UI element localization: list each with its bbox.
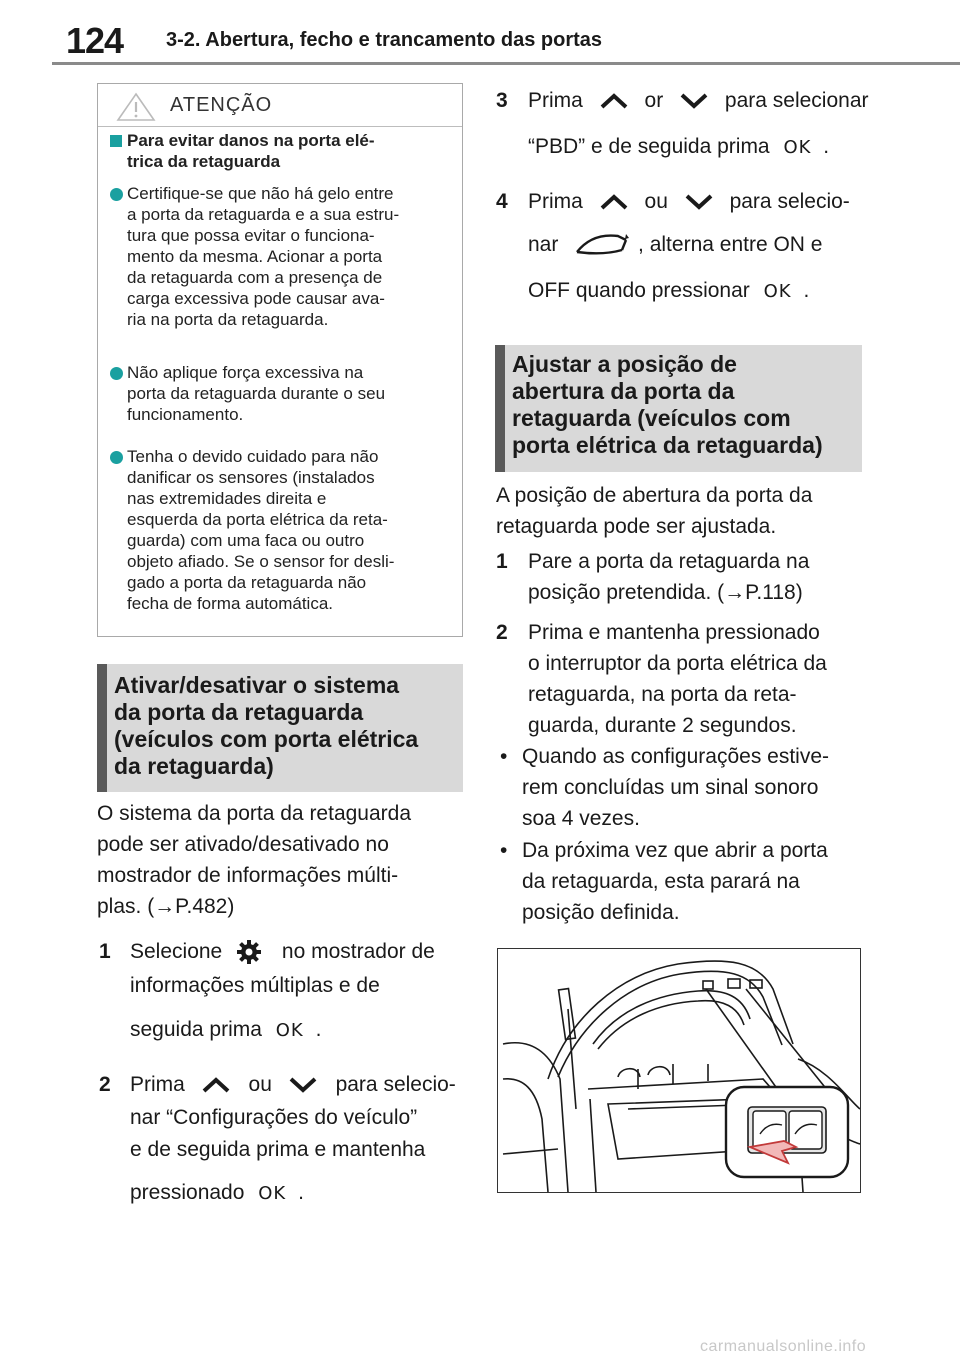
bullet-mark: • — [500, 745, 508, 768]
step-number: 2 — [496, 621, 508, 644]
step-number: 3 — [496, 89, 508, 112]
bullet-dot — [110, 188, 123, 201]
bullet-dot — [110, 451, 123, 464]
step-4-line-1: Prima ou para selecio- — [528, 190, 850, 213]
step-4-line-2: nar , alterna entre ON e — [528, 229, 822, 260]
tailgate-illustration — [497, 948, 861, 1193]
caution-box — [97, 83, 463, 637]
step-2-line-1: Prima ou para selecio- — [130, 1073, 456, 1096]
note-bullet: Da próxima vez que abrir a porta da retaguarda, esta parará na posição definida. — [522, 839, 828, 924]
chevron-down-icon — [677, 91, 711, 111]
chevron-up-icon — [597, 91, 631, 111]
step-4-line-3: OFF quando pressionar OK . — [528, 279, 810, 302]
chevron-up-icon — [199, 1075, 233, 1095]
caution-item: Tenha o devido cuidado para não danificar os sensores (instalados nas extremidades direita e esquerda da porta elétrica da reta- guarda) com uma faca ou outro objeto afiado. Se o sensor for desli- gado a porta da retaguarda não fecha de forma automática. — [127, 447, 395, 613]
step-2-line-4: pressionado OK . — [130, 1181, 304, 1204]
caution-item: Não aplique força excessiva na porta da retaguarda durante o seu funcionamento. — [127, 363, 386, 424]
step-3-line-2: “PBD” e de seguida prima OK . — [528, 135, 830, 158]
gear-icon — [236, 939, 262, 965]
watermark: carmanualsonline.info — [700, 1338, 867, 1355]
bullet-mark: • — [500, 839, 508, 862]
note-bullet: Quando as configurações estive- rem concluídas um sinal sonoro soa 4 vezes. — [522, 745, 830, 830]
activate-intro: O sistema da porta da retaguarda pode ser ativado/desativado no mostrador de informações múlti- plas. (→P.482) — [97, 802, 412, 918]
chevron-down-icon — [682, 192, 716, 212]
caution-header — [98, 84, 462, 127]
chevron-up-icon — [597, 192, 631, 212]
step-1-line-3: seguida prima OK . — [130, 1018, 322, 1041]
step-number: 2 — [99, 1073, 111, 1096]
section-heading-activate: Ativar/desativar o sistema da porta da retaguarda (veículos com porta elétrica da retaguarda) — [97, 664, 463, 792]
step-number: 4 — [496, 190, 508, 213]
caution-title: ATENÇÃO — [170, 94, 273, 116]
section-marker — [110, 135, 122, 147]
ok-button-symbol: OK — [275, 1020, 304, 1041]
caution-heading: Para evitar danos na porta elé- trica da retaguarda — [127, 131, 375, 171]
chevron-down-icon — [286, 1075, 320, 1095]
step-1-line-1: Selecione no mostrador de — [130, 936, 435, 967]
section-heading-adjust: Ajustar a posição de abertura da porta da retaguarda (veículos com porta elétrica da retaguarda) — [495, 345, 862, 472]
chapter-title: 3-2. Abertura, fecho e trancamento das portas — [166, 29, 603, 51]
step-3-line-1: Prima or para selecionar — [528, 89, 869, 112]
tailgate-drawing — [498, 949, 860, 1192]
step-number: 1 — [496, 550, 508, 573]
bullet-dot — [110, 367, 123, 380]
ok-button-symbol: OK — [258, 1183, 287, 1204]
page-number: 124 — [66, 20, 124, 61]
ok-button-symbol: OK — [763, 281, 792, 302]
adjust-step-1: Pare a porta da retaguarda na posição pretendida. (→P.118) — [528, 550, 810, 604]
step-2-line-3: e de seguida prima e mantenha — [130, 1138, 426, 1161]
ok-button-symbol: OK — [783, 137, 812, 158]
power-tailgate-icon — [574, 230, 632, 260]
warning-triangle-icon — [116, 92, 156, 122]
step-1-line-2: informações múltiplas e de — [130, 974, 380, 997]
adjust-step-2: Prima e mantenha pressionado o interruptor da porta elétrica da retaguarda, na porta da reta- guarda, durante 2 segundos. — [528, 621, 827, 737]
step-2-line-2: nar “Configurações do veículo” — [130, 1106, 418, 1129]
step-number: 1 — [99, 940, 111, 963]
header-divider — [52, 62, 960, 65]
caution-item: Certifique-se que não há gelo entre a porta da retaguarda e a sua estru- tura que possa evitar o funciona- mento da mesma. Acionar a porta da retaguarda com a presença de carga excessiva pode causar ava- ria na porta da retaguarda. — [127, 184, 400, 329]
adjust-intro: A posição de abertura da porta da retaguarda pode ser ajustada. — [496, 484, 813, 538]
